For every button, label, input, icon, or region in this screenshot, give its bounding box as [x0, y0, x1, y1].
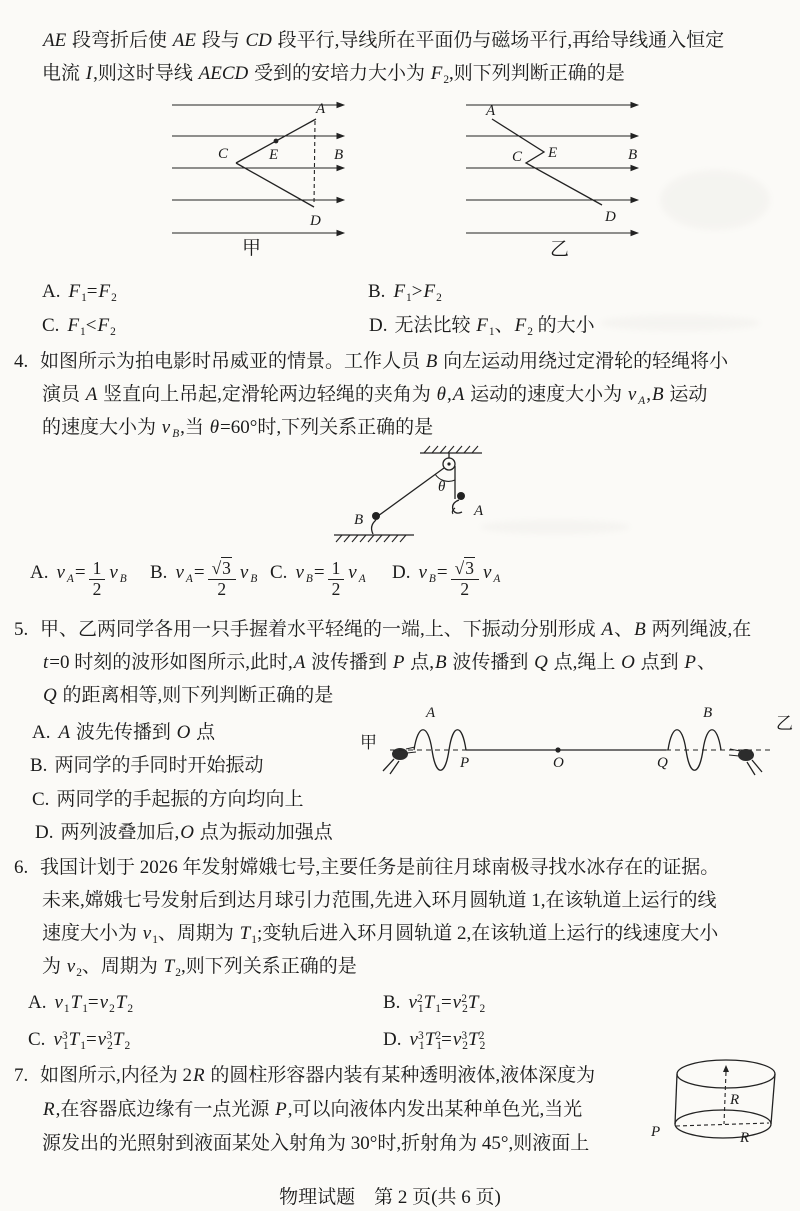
q7-line-1: 7. 如图所示,内径为 2R 的圆柱形容器内装有某种透明液体,液体深度为 [14, 1059, 659, 1093]
q3-line-2: 电流 I,则这时导线 AECD 受到的安培力大小为 $F_2$,则下列判断正确的是 [42, 63, 625, 86]
label-E: E [269, 147, 279, 163]
label-P: P [460, 755, 470, 771]
page-footer: 物理试题 第 2 页(共 6 页) [279, 1187, 501, 1208]
q4-line-3: 的速度大小为 v $_B$,当 θ=60°时,下列关系正确的是 [42, 417, 434, 440]
q4-number: 4. [14, 351, 29, 372]
scan-artifact [660, 170, 770, 230]
q4-option-a: A. v $_A$= $\frac{1}{2}$ v $_B$ [30, 558, 127, 599]
q6-number: 6. [14, 857, 29, 878]
pulley-figure [328, 442, 513, 552]
cylinder-side-right [771, 1074, 775, 1124]
q5-number: 5. [14, 619, 29, 640]
scan-artifact [480, 520, 630, 534]
label-wave-A: A [426, 705, 436, 721]
q3-continuation [42, 24, 777, 90]
label-yi: 乙 [776, 714, 793, 733]
label-theta: θ [438, 479, 446, 495]
pulley [443, 453, 455, 470]
label-C: C [512, 149, 523, 165]
cylinder-bottom [675, 1110, 771, 1138]
person-B [372, 512, 380, 534]
q4-option-d: D. v $_B$= $\frac{√3}{2}$ v $_A$ [392, 558, 501, 599]
point-E-dot [274, 139, 279, 144]
q6-line-1: 6. 我国计划于 2026 年发射嫦娥七号,主要任务是前往月球南极寻找水冰存在的证据。 [14, 851, 784, 884]
q5-line-2: t=0 时刻的波形如图所示,此时,A 波传播到 P 点,B 波传播到 Q 点,绳上 O 点到 P、 [43, 652, 716, 673]
label-B: B [354, 512, 364, 528]
cylinder-figure [650, 1038, 800, 1166]
q4-line-1: 4. 如图所示为拍电影时吊威亚的情景。工作人员 B 向左运动用绕过定滑轮的轻绳将小 [14, 345, 779, 378]
label-E: E [548, 145, 558, 161]
ceiling-hatch [420, 446, 482, 453]
q5-option-a: A. A 波先传播到 O 点 [32, 722, 216, 743]
field-diagram-jia [168, 97, 358, 257]
q3-option-d: D. 无法比较 $F_1$、$F_2$ 的大小 [369, 315, 595, 338]
label-A: A [316, 101, 326, 117]
wire-AECD-jia [236, 119, 316, 207]
q7-number: 7. [14, 1065, 29, 1086]
label-R-depth: R [730, 1092, 740, 1108]
label-P: P [651, 1124, 661, 1140]
q7-stem [14, 1059, 659, 1161]
label-jia: 甲 [360, 733, 377, 752]
hand-left [383, 747, 416, 774]
q3-option-b: B. $F_1>F_2$ [368, 281, 442, 304]
q6-option-a: A. $v_1T_1=v_2T_2$ [28, 992, 134, 1015]
label-B: B [628, 147, 638, 163]
label-A: A [486, 103, 496, 119]
label-D: D [310, 213, 321, 229]
q4-stem [14, 345, 779, 444]
point-O-dot [555, 747, 560, 752]
q6-stem [14, 851, 784, 983]
q6-line-2: 未来,嫦娥七号发射后到达月球引力范围,先进入环月圆轨道 1,在该轨道上运行的线 [42, 890, 717, 911]
q5-line-3: Q 的距离相等,则下列判断正确的是 [43, 685, 334, 706]
floor-hatch [334, 535, 414, 542]
q4-option-b: B. v $_A$= $\frac{√3}{2}$ v $_B$ [150, 558, 258, 599]
wave-figure [356, 697, 800, 807]
q5-option-c: C. 两同学的手起振的方向均向上 [32, 789, 304, 810]
q7-line-2: R,在容器底边缘有一点光源 P,可以向液体内发出某种单色光,当光 [43, 1099, 583, 1120]
label-A: A [474, 503, 484, 519]
caption-yi: 乙 [550, 239, 570, 260]
label-O: O [553, 755, 564, 771]
q6-option-b: B. $v_1^2T_1=v_2^2T_2$ [383, 992, 486, 1015]
q6-line-4: 为 $v_2$、周期为 $T_2$,则下列关系正确的是 [42, 956, 357, 979]
cylinder-side-left [675, 1074, 677, 1124]
label-Q: Q [657, 755, 668, 771]
label-B: B [334, 147, 344, 163]
person-A [452, 492, 465, 514]
rope-to-B [378, 468, 444, 516]
label-wave-B: B [703, 705, 713, 721]
q5-option-b: B. 两同学的手同时开始振动 [30, 755, 264, 776]
depth-line [723, 1065, 729, 1124]
label-R-radius: R [740, 1130, 750, 1146]
q3-option-c: C. $F_1<F_2$ [42, 315, 116, 338]
hand-right [729, 749, 762, 775]
field-diagram-yi [462, 97, 652, 260]
label-C: C [218, 146, 229, 162]
q5-line-1: 5. 甲、乙两同学各用一只手握着水平轻绳的一端,上、下振动分别形成 A、B 两列绳波,在 [14, 613, 779, 646]
q3-line-1: AE 段弯折后使 AE 段与 CD 段平行,导线所在平面仍与磁场平行,再给导线通入恒定 [43, 30, 725, 51]
q4-line-2: 演员 A 竖直向上吊起,定滑轮两边轻绳的夹角为 θ,A 运动的速度大小为 v $_A$,B 运动 [42, 384, 708, 407]
q4-option-c: C. v $_B$= $\frac{1}{2}$ v $_A$ [270, 558, 366, 599]
caption-jia: 甲 [242, 238, 262, 259]
q5-option-d: D. 两列波叠加后,O 点为振动加强点 [35, 822, 333, 843]
q7-line-3: 源发出的光照射到液面某处入射角为 30°时,折射角为 45°,则液面上 [42, 1133, 590, 1154]
scan-artifact [600, 315, 760, 331]
q6-option-c: C. $v_1^3T_1=v_2^3T_2$ [28, 1029, 131, 1052]
q3-option-a: A. $F_1=F_2$ [42, 281, 117, 304]
q6-option-d: D. $v_1^3T_1^2=v_2^3T_2^2$ [383, 1029, 486, 1052]
wire-AECD-yi [492, 119, 602, 205]
q6-line-3: 速度大小为 $v_1$、周期为 $T_1$;变轨后进入环月圆轨道 2,在该轨道上运行的线速度大小 [42, 923, 719, 946]
label-D: D [605, 209, 616, 225]
radius-line [676, 1123, 769, 1126]
